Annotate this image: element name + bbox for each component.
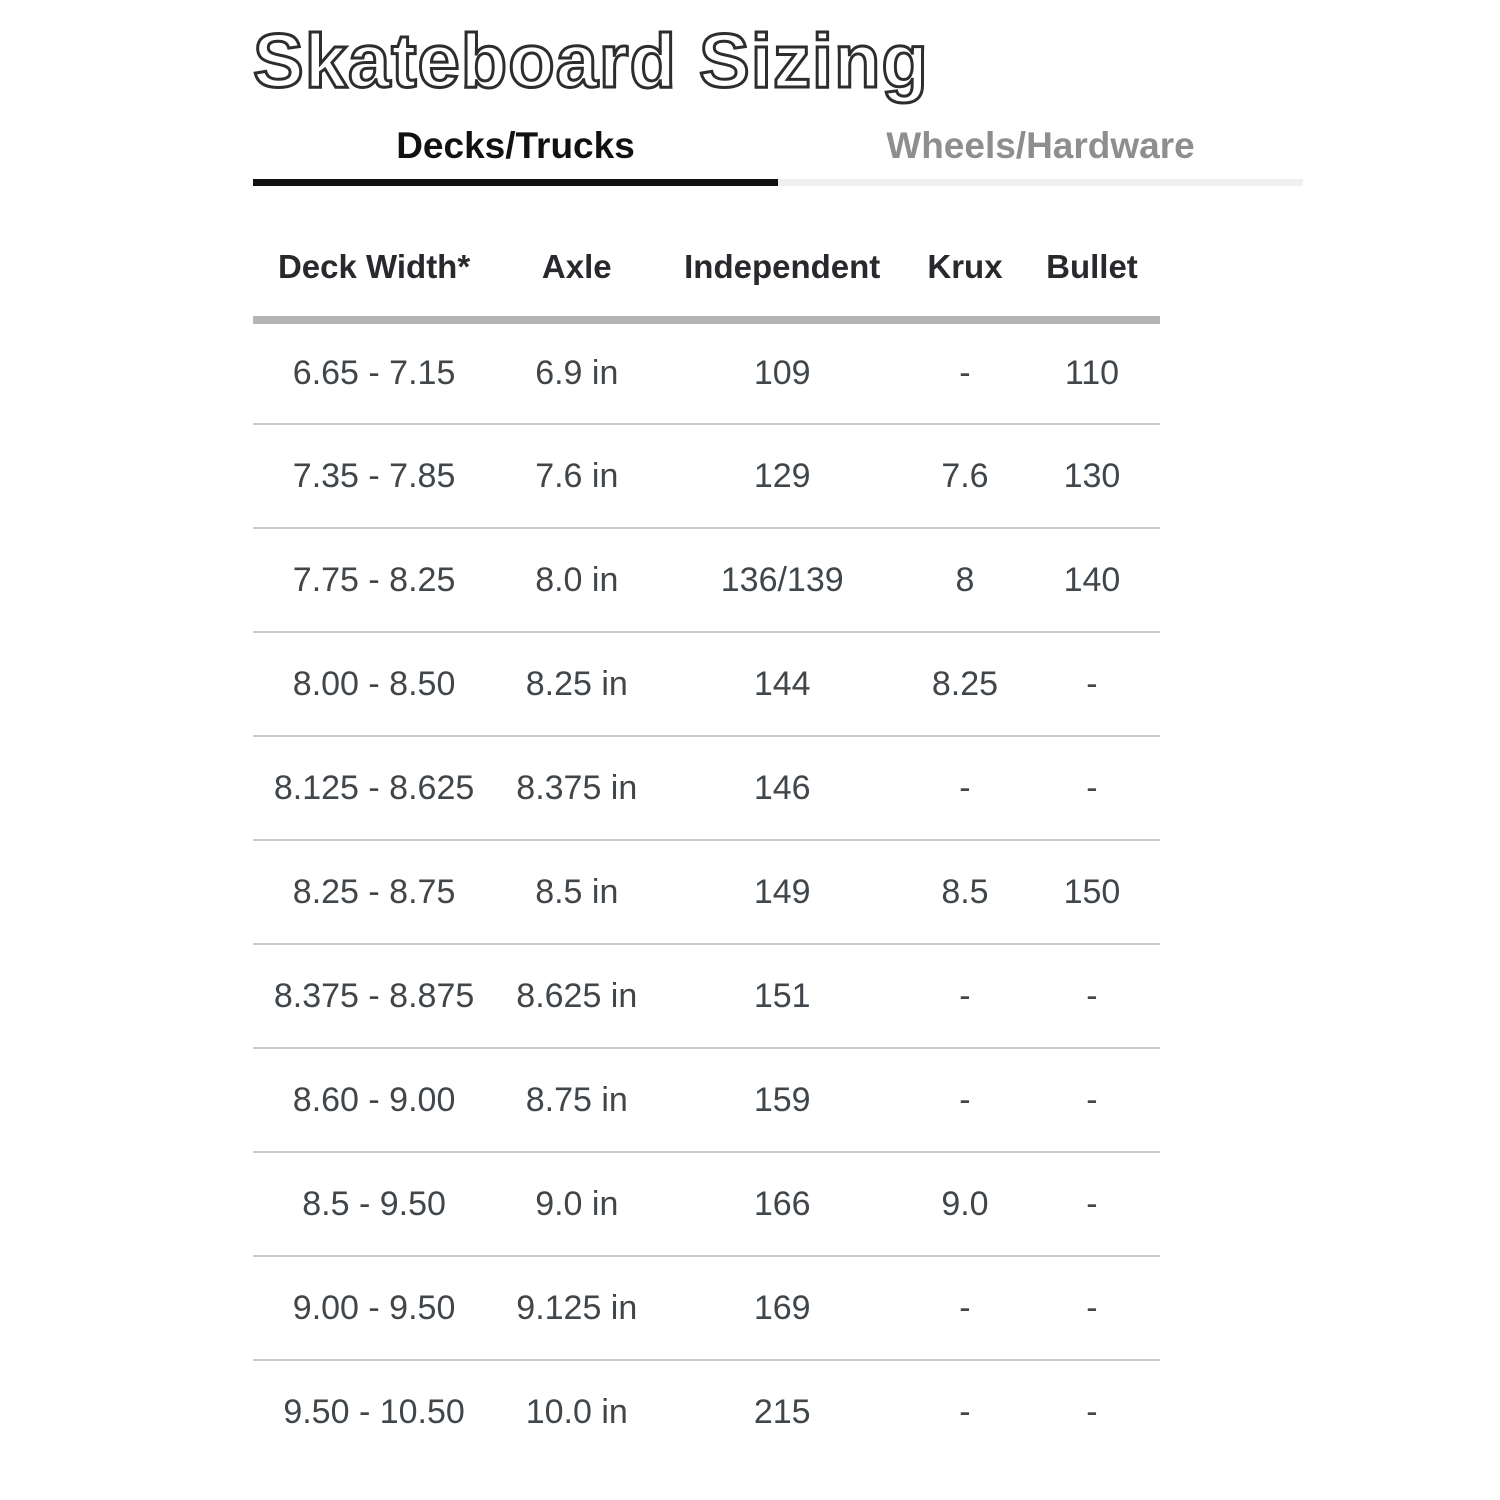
table-row [253, 840, 1160, 944]
bullet-cell: - [1024, 1256, 1160, 1360]
deck-width-cell: 8.125 - 8.625 [253, 736, 495, 840]
krux-cell: - [906, 320, 1024, 424]
column-header-deck-width: Deck Width* [253, 248, 495, 320]
column-header-independent: Independent [658, 248, 906, 320]
axle-cell: 8.625 in [495, 944, 658, 1048]
krux-cell: 8 [906, 528, 1024, 632]
axle-cell: 8.0 in [495, 528, 658, 632]
deck-width-cell: 6.65 - 7.15 [253, 320, 495, 424]
bullet-cell: 110 [1024, 320, 1160, 424]
page-title: Skateboard Sizing [253, 19, 929, 104]
deck-width-cell: 8.00 - 8.50 [253, 632, 495, 736]
table-row [253, 320, 1160, 424]
bullet-cell: - [1024, 1048, 1160, 1152]
deck-width-cell: 8.60 - 9.00 [253, 1048, 495, 1152]
krux-cell: - [959, 1393, 971, 1432]
bullet-cell: 140 [1024, 528, 1160, 632]
independent-cell: 169 [658, 1256, 906, 1360]
axle-cell: 9.0 in [495, 1152, 658, 1256]
tab-bar [253, 125, 1303, 186]
table-row [253, 944, 1160, 1048]
axle-cell: 10.0 in [525, 1393, 628, 1432]
tab-wheels-hardware[interactable]: Wheels/Hardware [778, 125, 1303, 186]
table-row [253, 1048, 1160, 1152]
deck-width-cell: 7.75 - 8.25 [253, 528, 495, 632]
independent-cell: 129 [658, 424, 906, 528]
column-header-bullet: Bullet [1024, 248, 1160, 320]
table-row [253, 1152, 1160, 1256]
deck-width-cell: 9.50 - 10.50 [283, 1393, 465, 1432]
krux-cell: 9.0 [906, 1152, 1024, 1256]
bullet-cell: - [1024, 632, 1160, 736]
krux-cell: - [906, 736, 1024, 840]
table-row [253, 1256, 1160, 1360]
column-header-krux: Krux [906, 248, 1024, 320]
axle-cell: 8.375 in [495, 736, 658, 840]
axle-cell: 9.125 in [495, 1256, 658, 1360]
krux-cell: 7.6 [906, 424, 1024, 528]
deck-width-cell: 8.25 - 8.75 [253, 840, 495, 944]
independent-cell: 146 [658, 736, 906, 840]
axle-cell: 8.75 in [495, 1048, 658, 1152]
independent-cell: 215 [753, 1393, 811, 1432]
deck-width-cell: 8.5 - 9.50 [253, 1152, 495, 1256]
bullet-cell: 150 [1024, 840, 1160, 944]
axle-cell: 7.6 in [495, 424, 658, 528]
axle-cell: 8.25 in [495, 632, 658, 736]
table-row [253, 1360, 1160, 1464]
independent-cell: 166 [658, 1152, 906, 1256]
deck-width-cell: 9.00 - 9.50 [253, 1256, 495, 1360]
independent-cell: 144 [658, 632, 906, 736]
table-row [253, 632, 1160, 736]
bullet-cell: - [1086, 1393, 1098, 1432]
bullet-cell: - [1024, 1152, 1160, 1256]
tab-decks-trucks[interactable]: Decks/Trucks [253, 125, 778, 186]
sizing-table [253, 248, 1160, 1464]
krux-cell: - [906, 1256, 1024, 1360]
bullet-cell: - [1024, 944, 1160, 1048]
axle-cell: 8.5 in [495, 840, 658, 944]
axle-cell: 6.9 in [495, 320, 658, 424]
independent-cell: 136/139 [658, 528, 906, 632]
deck-width-cell: 7.35 - 7.85 [253, 424, 495, 528]
table-row [253, 424, 1160, 528]
krux-cell: - [906, 944, 1024, 1048]
independent-cell: 109 [658, 320, 906, 424]
deck-width-cell: 8.375 - 8.875 [253, 944, 495, 1048]
bullet-cell: 130 [1024, 424, 1160, 528]
column-header-axle: Axle [495, 248, 658, 320]
krux-cell: - [906, 1048, 1024, 1152]
krux-cell: 8.25 [906, 632, 1024, 736]
table-row [253, 736, 1160, 840]
table-row [253, 528, 1160, 632]
independent-cell: 159 [658, 1048, 906, 1152]
bullet-cell: - [1024, 736, 1160, 840]
table-header-row [253, 248, 1160, 320]
krux-cell: 8.5 [906, 840, 1024, 944]
independent-cell: 151 [658, 944, 906, 1048]
independent-cell: 149 [658, 840, 906, 944]
